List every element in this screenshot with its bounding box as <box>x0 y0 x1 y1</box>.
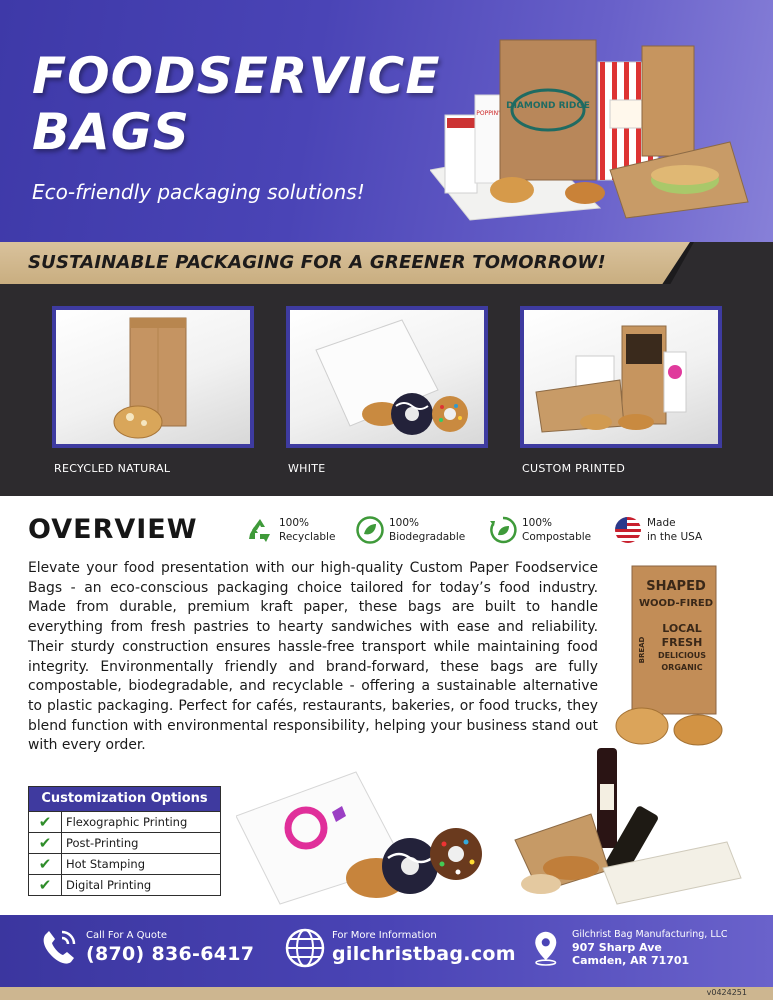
product-tile-recycled-natural[interactable] <box>52 306 254 448</box>
version-code: v0424251 <box>706 988 747 997</box>
product-tile-custom-printed[interactable] <box>520 306 722 448</box>
footer-website[interactable] <box>284 926 516 970</box>
badge-compostable-line1: 100% <box>522 517 553 529</box>
badge-biodegradable-line1: 100% <box>389 517 420 529</box>
badge-recyclable <box>246 514 335 546</box>
customization-heading: Customization Options <box>29 787 220 811</box>
customization-options-table <box>28 786 221 896</box>
brand-print: DIAMOND RIDGE <box>506 101 590 111</box>
customization-row <box>29 832 220 853</box>
badge-usa-line1: Made <box>647 517 676 529</box>
product-label-custom-printed: CUSTOM PRINTED <box>522 462 626 475</box>
customization-row <box>29 853 220 874</box>
footer-strip <box>0 987 773 1000</box>
popcorn-print: POPPIN' <box>476 110 500 117</box>
custom-printed-bags-image <box>524 310 718 444</box>
badge-recyclable-line2: Recyclable <box>279 531 336 543</box>
company-name: Gilchrist Bag Manufacturing, LLC <box>572 929 728 940</box>
usa-flag-icon <box>614 516 642 544</box>
local-print-3: DELICIOUS <box>657 651 707 660</box>
badge-usa-line2: in the USA <box>647 531 703 543</box>
badge-made-in-usa <box>614 514 702 546</box>
footer-call[interactable] <box>38 926 254 970</box>
hero-bags-image <box>430 30 760 230</box>
footer-address <box>532 926 728 970</box>
option-hot-stamping: Hot Stamping <box>66 857 145 871</box>
phone-number[interactable]: (870) 836-6417 <box>86 943 255 965</box>
phone-icon <box>38 926 80 970</box>
hero-subtitle: Eco-friendly packaging solutions! <box>32 180 365 204</box>
location-pin-icon <box>532 926 566 970</box>
shaped-print-1: SHAPED <box>646 579 706 594</box>
hero-section <box>0 0 773 242</box>
bread-print: BREAD <box>638 636 646 664</box>
product-tile-white[interactable] <box>286 306 488 448</box>
banner-heading: SUSTAINABLE PACKAGING FOR A GREENER TOMORROW! <box>28 252 606 273</box>
check-icon: ✔ <box>29 875 62 895</box>
option-post-printing: Post-Printing <box>66 836 139 850</box>
badge-biodegradable-line2: Biodegradable <box>389 531 466 543</box>
overview-body: Elevate your food presentation with our high-quality Custom Paper Foodservice Bags - an eco-conscious packaging choice tailored for today’s food industry. Made from durable, premium kraft paper, these bags are built to handle everything from fresh pastries to hearty sandwiches with ease and reliability. Their sturdy construction ensures hassle-free transport while maintaining food integrity. Environmentally friendly and brand-forward, these bags are fully compostable, biodegradable, and recyclable - offering a sustainable alternative to plastic packaging. Perfect for cafés, restaurants, bakeries, or food trucks, they blend function with environmental responsibility, helping your business stand out with every order. <box>28 560 598 754</box>
overview-heading: OVERVIEW <box>28 514 198 545</box>
local-print-1: LOCAL <box>662 622 702 635</box>
address-line-1: 907 Sharp Ave <box>572 941 662 954</box>
recycle-icon <box>246 516 274 544</box>
address-line-2: Camden, AR 71701 <box>572 954 690 967</box>
customization-row <box>29 811 220 832</box>
product-label-recycled-natural: RECYCLED NATURAL <box>54 462 171 475</box>
shaped-bag-image <box>612 560 730 750</box>
call-label: Call For A Quote <box>86 930 168 941</box>
bread-wine-bag-image <box>505 744 745 910</box>
globe-icon <box>284 926 326 970</box>
badge-compostable <box>489 514 591 546</box>
page-title <box>32 48 452 160</box>
customization-row <box>29 874 220 895</box>
kraft-bag-image <box>56 310 250 444</box>
check-icon: ✔ <box>29 812 62 832</box>
badge-biodegradable <box>356 514 465 546</box>
donut-bag-image <box>236 768 496 910</box>
compostable-icon <box>489 516 517 544</box>
white-bag-image <box>290 310 484 444</box>
badge-compostable-line2: Compostable <box>522 531 592 543</box>
website-link[interactable]: gilchristbag.com <box>332 943 516 965</box>
local-print-4: ORGANIC <box>661 663 703 672</box>
info-label: For More Information <box>332 930 437 941</box>
check-icon: ✔ <box>29 854 62 874</box>
option-digital-printing: Digital Printing <box>66 878 152 892</box>
shaped-print-2: WOOD-FIRED <box>638 598 714 609</box>
title-line-1: FOODSERVICE <box>32 47 441 105</box>
biodegradable-icon <box>356 516 384 544</box>
local-print-2: FRESH <box>661 636 703 649</box>
title-line-2: BAGS <box>32 103 190 161</box>
option-flexographic: Flexographic Printing <box>66 815 188 829</box>
badge-recyclable-line1: 100% <box>279 517 310 529</box>
product-label-white: WHITE <box>288 462 326 475</box>
check-icon: ✔ <box>29 833 62 853</box>
